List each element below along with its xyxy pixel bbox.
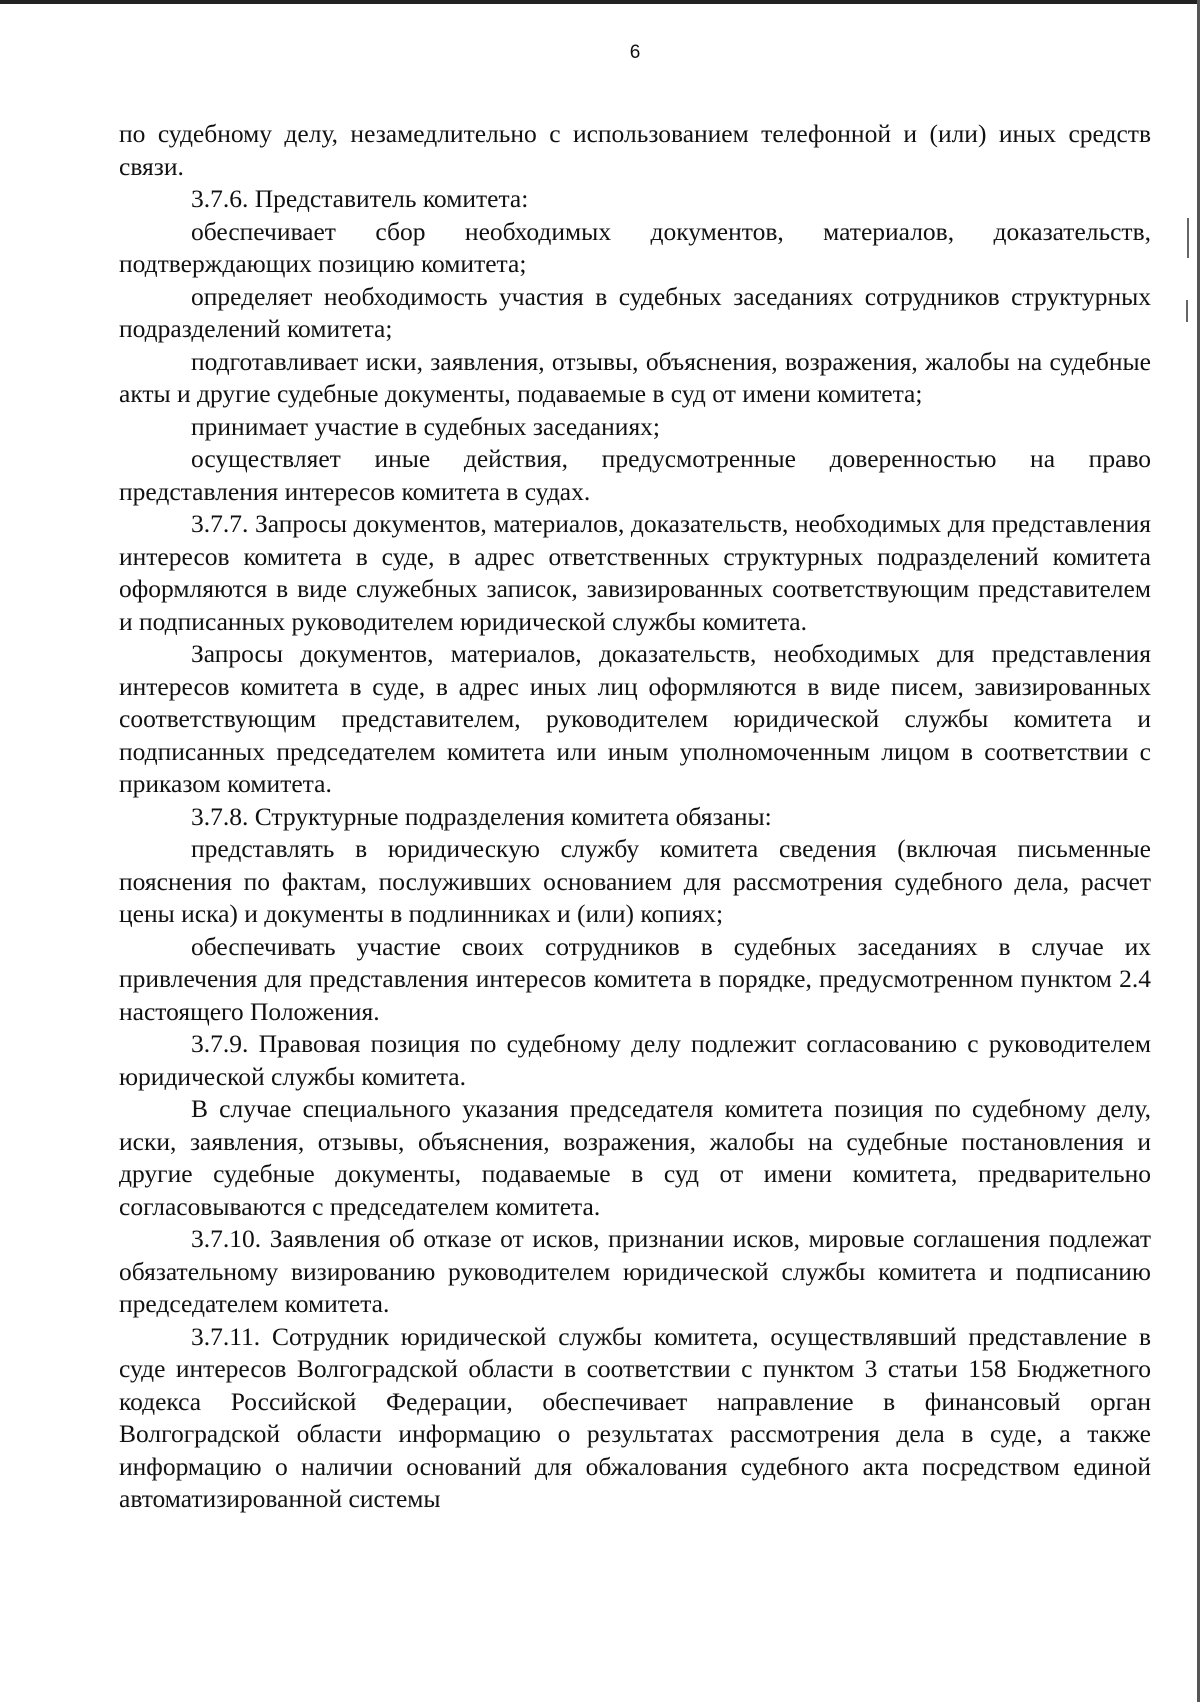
paragraph: 3.7.8. Структурные подразделения комитета обязаны: bbox=[191, 801, 772, 831]
paragraph: 3.7.7. Запросы документов, материалов, доказательств, необходимых для представления интересов комитета в суде, в адрес ответственных структурных подразделений комитета оформляются в виде служебных записок, завизированных соответствующим представителем и подписанных руководителем юридической службы комитета. bbox=[119, 509, 1151, 636]
document-body bbox=[119, 118, 1151, 1516]
paragraph: принимает участие в судебных заседаниях; bbox=[191, 411, 661, 441]
paragraph: 3.7.9. Правовая позиция по судебному делу подлежит согласованию с руководителем юридической службы комитета. bbox=[119, 1029, 1151, 1091]
scan-mark bbox=[1187, 218, 1189, 258]
paragraph: Запросы документов, материалов, доказательств, необходимых для представления интересов комитета в суде, в адрес иных лиц оформляются в виде писем, завизированных соответствующим представителем, руководителем юридической службы комитета и подписанных председателем комитета или иным уполномоченным лицом в соответствии с приказом комитета. bbox=[119, 639, 1151, 798]
paragraph: по судебному делу, незамедлительно с использованием телефонной и (или) иных средств связи. bbox=[119, 119, 1151, 181]
scan-edge-top bbox=[0, 0, 1200, 4]
paragraph: 3.7.6. Представитель комитета: bbox=[191, 184, 529, 213]
paragraph: 3.7.10. Заявления об отказе от исков, признании исков, мировые соглашения подлежат обязательному визированию руководителем юридической службы комитета и подписанию председателем комитета. bbox=[119, 1224, 1151, 1318]
paragraph: обеспечивать участие своих сотрудников в судебных заседаниях в случае их привлечения для представления интересов комитета в порядке, предусмотренном пунктом 2.4 настоящего Положения. bbox=[119, 931, 1151, 1026]
paragraph: представлять в юридическую службу комитета сведения (включая письменные пояснения по фактам, послуживших основанием для рассмотрения судебного дела, расчет цены иска) и документы в подлинниках и (или) копиях; bbox=[119, 834, 1151, 928]
paragraph: определяет необходимость участия в судебных заседаниях сотрудников структурных подразделений комитета; bbox=[119, 281, 1151, 343]
paragraph: 3.7.11. Сотрудник юридической службы комитета, осуществлявший представление в суде интересов Волгоградской области в соответствии с пунктом 3 статьи 158 Бюджетного кодекса Российской Федерации, обеспечивает направление в финансовый орган Волгоградской области информацию о результатах рассмотрения дела в суде, а также информацию о наличии оснований для обжалования судебного акта посредством единой автоматизированной системы bbox=[119, 1321, 1151, 1513]
scan-mark bbox=[1186, 300, 1188, 322]
paragraph: осуществляет иные действия, предусмотренные доверенностью на право представления интересов комитета в судах. bbox=[119, 444, 1151, 506]
page-number: 6 bbox=[629, 42, 641, 63]
paragraph: обеспечивает сбор необходимых документов, материалов, доказательств, подтверждающих позицию комитета; bbox=[119, 216, 1151, 278]
paragraph: подготавливает иски, заявления, отзывы, объяснения, возражения, жалобы на судебные акты и другие судебные документы, подаваемые в суд от имени комитета; bbox=[119, 346, 1151, 408]
paragraph: В случае специального указания председателя комитета позиция по судебному делу, иски, заявления, отзывы, объяснения, возражения, жалобы на судебные постановления и другие судебные документы, подаваемые в суд от имени комитета, предварительно согласовываются с председателем комитета. bbox=[119, 1094, 1151, 1221]
